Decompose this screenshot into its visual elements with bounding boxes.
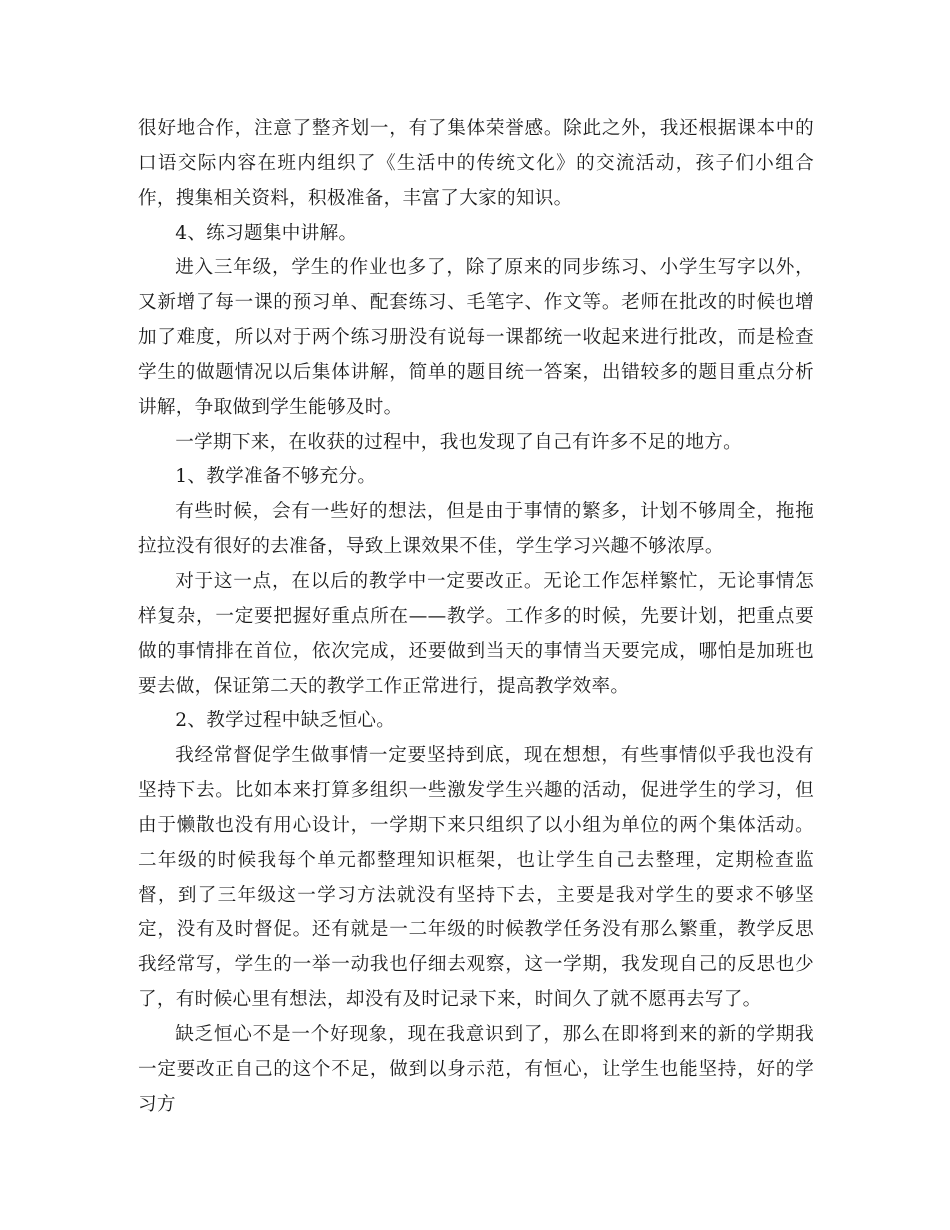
paragraph-cooperation: 很好地合作，注意了整齐划一，有了集体荣誉感。除此之外，我还根据课本中的口语交际内容在班内组织了《生活中的传统文化》的交流活动，孩子们小组合作，搜集相关资料，积极准备，丰富了大家的知识。 (138, 118, 814, 209)
paragraph-preparation: 有些时候，会有一些好的想法，但是由于事情的繁多，计划不够周全，拖拖拉拉没有很好的去准备，导致上课效果不佳，学生学习兴趣不够浓厚。 (138, 501, 814, 558)
document-body (138, 112, 814, 1122)
paragraph-perseverance: 我经常督促学生做事情一定要坚持到底，现在想想，有些事情似乎我也没有坚持下去。比如本来打算多组织一些激发学生兴趣的活动，促进学生的学习，但由于懒散也没有用心设计，一学期下来只组织了以小组为单位的两个集体活动。二年级的时候我每个单元都整理知识框架，也让学生自己去整理，定期检查监督，到了三年级这一学习方法就没有坚持下去，主要是我对学生的要求不够坚定，没有及时督促。还有就是一二年级的时候教学任务没有那么繁重，教学反思我经常写，学生的一举一动我也仔细去观察，这一学期，我发现自己的反思也少了，有时候心里有想法，却没有及时记录下来，时间久了就不愿再去写了。 (138, 745, 814, 1011)
heading-perseverance: 2、教学过程中缺乏恒心。 (175, 710, 396, 732)
paragraph-improvement: 对于这一点，在以后的教学中一定要改正。无论工作怎样繁忙，无论事情怎样复杂，一定要把握好重点所在——教学。工作多的时候，先要计划，把重点要做的事情排在首位，依次完成，还要做到当天的事情当天要完成，哪怕是加班也要去做，保证第二天的教学工作正常进行，提高教学效率。 (138, 570, 814, 697)
paragraph-resolution: 缺乏恒心不是一个好现象，现在我意识到了，那么在即将到来的新的学期我一定要改正自己的这个不足，做到以身示范，有恒心，让学生也能坚持，好的学习方 (138, 1023, 814, 1115)
heading-preparation: 1、教学准备不够充分。 (175, 466, 377, 488)
paragraph-shortcomings-intro: 一学期下来，在收获的过程中，我也发现了自己有许多不足的地方。 (175, 431, 743, 453)
paragraph-homework: 进入三年级，学生的作业也多了，除了原来的同步练习、小学生写字以外，又新增了每一课的预习单、配套练习、毛笔字、作文等。老师在批改的时候也增加了难度，所以对于两个练习册没有说每一课都统一收起来进行批改，而是检查学生的做题情况以后集体讲解，简单的题目统一答案，出错较多的题目重点分析讲解，争取做到学生能够及时。 (138, 257, 814, 418)
heading-exercise-explanation: 4、练习题集中讲解。 (175, 222, 358, 244)
